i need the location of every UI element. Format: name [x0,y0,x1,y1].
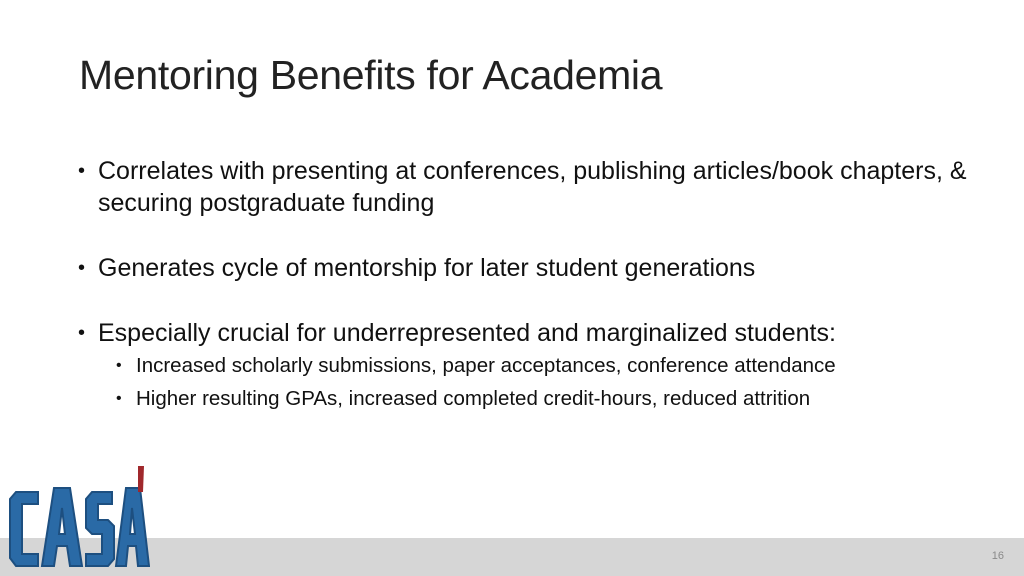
bullet-item [78,155,978,219]
bullet-list [78,155,978,415]
sub-bullet-item [78,349,978,382]
bullet-item [78,252,978,284]
sub-bullet-text: Increased scholarly submissions, paper acceptances, conference attendance [136,354,836,377]
footer-bar [0,538,1024,576]
bullet-item [78,317,978,349]
sub-bullet-dot-icon: • [116,357,122,374]
slide-title: Mentoring Benefits for Academia [79,52,663,98]
page-number: 16 [991,550,1004,562]
sub-bullet-item [78,382,978,415]
sub-bullet-text: Higher resulting GPAs, increased completed credit-hours, reduced attrition [136,387,811,410]
sub-bullet-dot-icon: • [116,390,122,407]
bullet-dot-icon: • [78,257,86,279]
bullet-dot-icon: • [78,160,86,182]
bullet-text: Especially crucial for underrepresented and marginalized students: [98,319,836,347]
bullet-dot-icon: • [78,322,86,344]
casa-logo-icon [4,462,150,574]
bullet-text: Correlates with presenting at conferences, publishing articles/book chapters, & securing postgraduate funding [98,157,967,217]
bullet-text: Generates cycle of mentorship for later student generations [98,254,756,282]
